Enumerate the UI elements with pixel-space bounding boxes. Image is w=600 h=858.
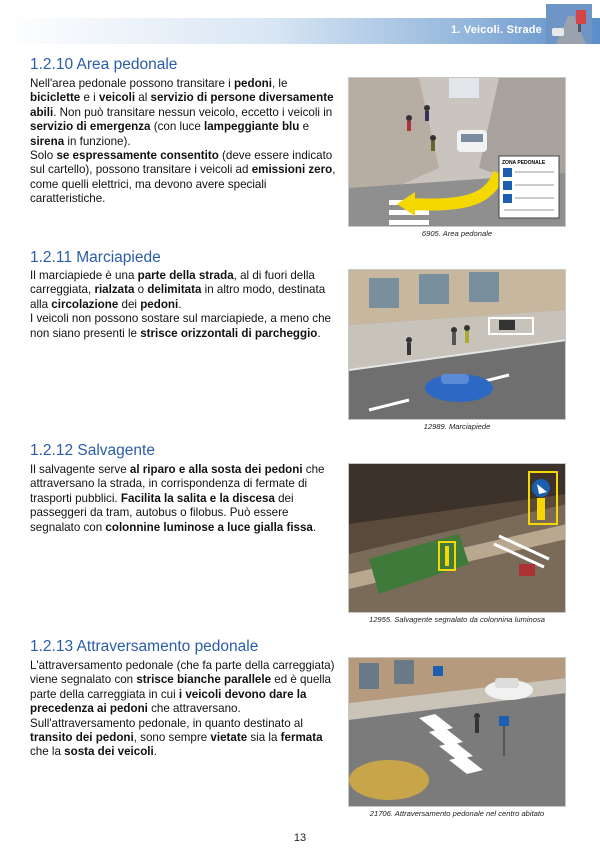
- text-run: in altro modo, destinata alla: [30, 283, 326, 311]
- bold-text: fermata: [280, 731, 323, 745]
- bold-text: servizio di persone diversamente abili: [30, 91, 334, 119]
- text-run: Solo: [30, 149, 57, 163]
- text-run: in funzione).: [64, 134, 131, 148]
- text-run: .: [153, 745, 157, 759]
- text-run: al: [135, 91, 151, 105]
- section-text-attraversamento: [30, 659, 340, 760]
- text-run: , come quelli elettrici, ma devono avere speciali caratteristiche.: [30, 163, 336, 206]
- section-text-area-pedonale: [30, 77, 340, 207]
- image-salvagente: [348, 463, 566, 613]
- section-title-marciapiede: 1.2.11 Marciapiede: [30, 249, 161, 266]
- text-run: , sono sempre: [133, 731, 211, 745]
- text-run: Nell'area pedonale possono transitare i: [30, 77, 234, 90]
- text-run: (deve essere indicato sul cartello), possono transitare i veicoli ad: [30, 149, 333, 177]
- text-run: che attraversano.: [147, 702, 241, 716]
- text-run: dei passeggeri da tram, autobus o filobus. Può essere segnalato con: [30, 491, 294, 534]
- page-number: 13: [293, 832, 307, 844]
- section-text-marciapiede: [30, 269, 340, 341]
- text-run: e i: [80, 91, 99, 105]
- sign-title: ZONA PEDONALE: [502, 160, 546, 166]
- text-run: Il marciapiede è una: [30, 269, 138, 282]
- text-run: che la: [30, 745, 65, 759]
- caption-attraversamento: 21706. Attraversamento pedonale nel centro abitato: [369, 809, 545, 818]
- bold-text: strisce orizzontali di parcheggio: [140, 326, 318, 340]
- paragraph: [30, 463, 340, 535]
- text-run: .: [178, 297, 182, 311]
- paragraph: [30, 77, 340, 149]
- section-text-salvagente: [30, 463, 340, 535]
- image-area-pedonale: [348, 77, 566, 227]
- text-run: che attraversano la strada, in corrispondenza di fermate di trasporti pubblici.: [30, 463, 325, 505]
- paragraph: [30, 312, 340, 341]
- bold-text: i veicoli devono dare la precedenza ai pedoni: [30, 687, 307, 716]
- bold-text: transito dei pedoni: [30, 731, 134, 745]
- bold-text: vietate: [210, 731, 248, 745]
- bold-text: sirena: [30, 134, 65, 148]
- bold-text: lampeggiante blu: [204, 120, 300, 134]
- bold-text: pedoni: [140, 297, 179, 311]
- bold-text: strisce bianche parallele: [136, 673, 272, 687]
- bold-text: parte della strada: [137, 269, 234, 282]
- text-run: .: [312, 520, 317, 534]
- text-run: , le: [271, 77, 288, 90]
- paragraph: [30, 659, 340, 717]
- bold-text: circolazione: [51, 297, 119, 311]
- bold-text: veicoli: [98, 91, 136, 105]
- text-run: Il salvagente serve: [30, 463, 130, 476]
- text-run: dei: [118, 297, 141, 311]
- section-title-salvagente: 1.2.12 Salvagente: [30, 442, 155, 459]
- text-run: e: [299, 120, 310, 134]
- paragraph: [30, 149, 340, 207]
- text-run: L'attraversamento pedonale (che fa parte della carreggiata) viene segnalato con: [30, 659, 335, 687]
- text-run: .: [317, 326, 321, 340]
- bold-text: sosta dei veicoli: [64, 745, 154, 759]
- text-run: Sull'attraversamento pedonale, in quanto destinato al: [30, 716, 303, 730]
- bold-text: rialzata: [94, 283, 135, 297]
- text-run: o: [134, 283, 148, 297]
- text-run: sia la: [247, 731, 281, 745]
- bold-text: emissioni zero: [251, 163, 333, 177]
- bold-text: biciclette: [30, 91, 81, 105]
- bold-text: se espressamente consentito: [56, 149, 219, 163]
- image-attraversamento: [348, 657, 566, 807]
- text-run: ed è quella parte della carreggiata in cui: [30, 673, 331, 701]
- section-title-area-pedonale: 1.2.10 Area pedonale: [30, 56, 178, 73]
- bold-text: servizio di emergenza: [30, 120, 151, 134]
- caption-marciapiede: 12989. Marciapiede: [423, 422, 491, 431]
- paragraph: [30, 269, 340, 312]
- caption-salvagente: 12955. Salvagente segnalato da colonnina luminosa: [368, 615, 546, 624]
- bold-text: pedoni: [233, 77, 272, 90]
- text-run: I veicoli non possono sostare sul marciapiede, a meno che non siano presenti le: [30, 312, 331, 340]
- paragraph: [30, 717, 340, 760]
- caption-area-pedonale: 6905. Area pedonale: [421, 229, 493, 238]
- text-run: . Non può transitare nessun veicolo, eccetto i veicoli in: [53, 105, 333, 119]
- section-title-attraversamento: 1.2.13 Attraversamento pedonale: [30, 638, 259, 655]
- bold-text: al riparo e alla sosta dei pedoni: [129, 463, 303, 476]
- bold-text: Facilita la salita e la discesa: [120, 491, 275, 505]
- bold-text: colonnine luminose a luce gialla fissa: [105, 520, 313, 534]
- bold-text: delimitata: [147, 283, 202, 297]
- text-run: (con luce: [150, 120, 204, 134]
- chapter-title: 1. Veicoli. Strade: [450, 24, 542, 36]
- image-marciapiede: [348, 269, 566, 420]
- road-scene-icon: [546, 4, 592, 44]
- text-run: , al di fuori della carreggiata,: [30, 269, 315, 297]
